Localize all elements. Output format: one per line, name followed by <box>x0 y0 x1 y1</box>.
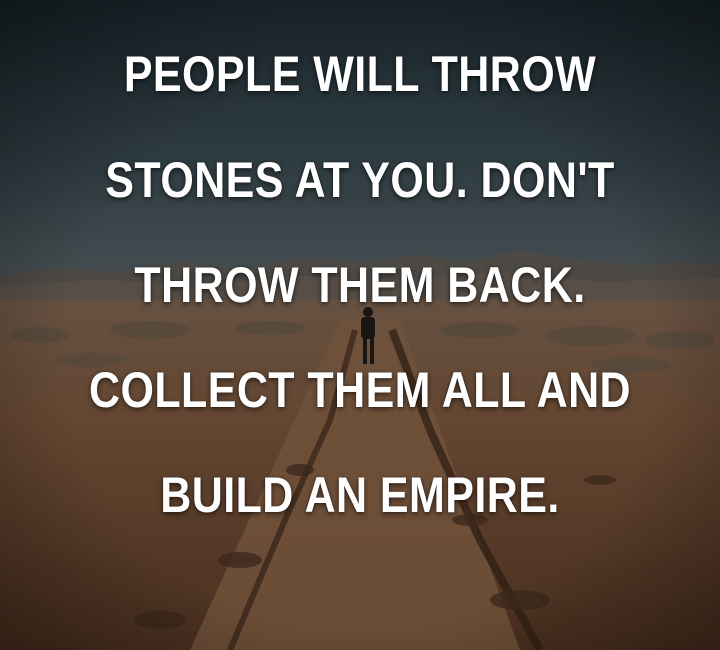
quote-line-2: STONES AT YOU. DON'T <box>105 152 615 208</box>
quote-line-4: COLLECT THEM ALL AND <box>88 362 632 418</box>
quote-line-5: BUILD AN EMPIRE. <box>160 467 560 523</box>
quote-line-3: THROW THEM BACK. <box>134 257 586 313</box>
quote-line-1: PEOPLE WILL THROW <box>123 46 597 102</box>
